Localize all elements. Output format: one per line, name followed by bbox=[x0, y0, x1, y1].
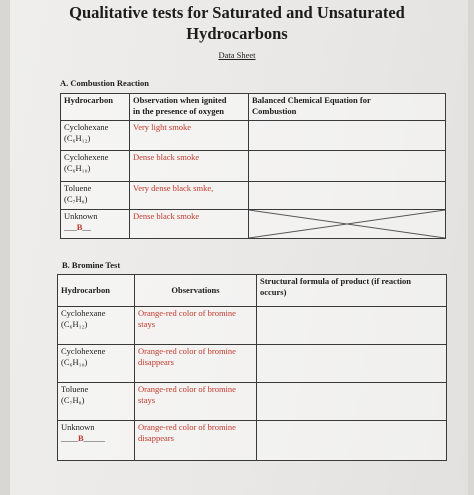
observation-line-1: Orange-red color of bromine bbox=[138, 384, 236, 394]
structural-formula-cell[interactable] bbox=[257, 383, 447, 421]
observation-cell: Very dense black smke, bbox=[130, 182, 249, 210]
page-title bbox=[0, 2, 474, 44]
unknown-blank: ____B_____ bbox=[61, 433, 105, 443]
header-hydrocarbon bbox=[61, 94, 130, 121]
header-structural-line-1: Structural formula of product (if reaction bbox=[260, 276, 412, 286]
section-a-heading: A. Combustion Reaction bbox=[60, 78, 150, 88]
hydrocarbon-cell bbox=[58, 421, 135, 461]
section-b-heading: B. Bromine Test bbox=[62, 260, 121, 270]
combustion-header-row bbox=[61, 94, 446, 121]
header-equation-line-2: Combustion bbox=[252, 106, 297, 116]
header-hydrocarbon-label: Hydrocarbon bbox=[61, 285, 110, 295]
hydrocarbon-cell bbox=[61, 182, 130, 210]
hydrocarbon-name: Unknown bbox=[61, 422, 95, 432]
equation-cell[interactable] bbox=[249, 151, 446, 182]
equation-cell[interactable] bbox=[249, 182, 446, 210]
header-observation bbox=[130, 94, 249, 121]
observation-cell bbox=[135, 345, 257, 383]
observation-line-2: disappears bbox=[138, 433, 174, 443]
table-row bbox=[61, 121, 446, 151]
header-hydrocarbon-label: Hydrocarbon bbox=[64, 95, 113, 105]
bromine-header-row bbox=[58, 275, 447, 307]
observation-cell bbox=[135, 383, 257, 421]
header-equation-line-1: Balanced Chemical Equation for bbox=[252, 95, 371, 105]
hydrocarbon-name: Cyclohexane bbox=[64, 122, 109, 132]
observation-line-2: stays bbox=[138, 395, 155, 405]
header-structural-formula bbox=[257, 275, 447, 307]
observation-line-1: Orange-red color of bromine bbox=[138, 422, 236, 432]
combustion-table bbox=[60, 93, 446, 239]
title-line-2: Hydrocarbons bbox=[186, 24, 288, 43]
hydrocarbon-name: Cyclohexene bbox=[61, 346, 106, 356]
header-observation-line-1: Observation when ignited bbox=[133, 95, 227, 105]
hydrocarbon-formula: (C₆H₁₂) bbox=[64, 133, 91, 143]
hydrocarbon-cell bbox=[61, 121, 130, 151]
hydrocarbon-name: Cyclohexene bbox=[64, 152, 109, 162]
observation-cell: Dense black smoke bbox=[130, 151, 249, 182]
crossed-out-cell bbox=[249, 210, 446, 239]
table-row bbox=[61, 182, 446, 210]
unknown-blank: ___B__ bbox=[64, 222, 91, 232]
hydrocarbon-cell bbox=[58, 307, 135, 345]
hydrocarbon-name: Cyclohexane bbox=[61, 308, 106, 318]
equation-cell[interactable] bbox=[249, 121, 446, 151]
table-row bbox=[58, 421, 447, 461]
observation-cell: Dense black smoke bbox=[130, 210, 249, 239]
header-equation bbox=[249, 94, 446, 121]
hydrocarbon-formula: (C₇H₈) bbox=[61, 395, 85, 405]
header-structural-line-2: occurs) bbox=[260, 287, 287, 297]
structural-formula-cell[interactable] bbox=[257, 345, 447, 383]
data-sheet-subtitle: Data Sheet bbox=[218, 50, 256, 60]
hydrocarbon-formula: (C₆H₁₀) bbox=[61, 357, 88, 367]
table-row bbox=[61, 210, 446, 239]
hydrocarbon-cell bbox=[61, 151, 130, 182]
unknown-value: B bbox=[76, 222, 83, 232]
observation-line-1: Orange-red color of bromine bbox=[138, 308, 236, 318]
observation-cell: Very light smoke bbox=[130, 121, 249, 151]
unknown-value: B bbox=[78, 433, 84, 443]
hydrocarbon-formula: (C₆H₁₀) bbox=[64, 163, 91, 173]
hydrocarbon-formula: (C₇H₈) bbox=[64, 194, 88, 204]
table-row bbox=[58, 307, 447, 345]
header-observations bbox=[135, 275, 257, 307]
title-line-1: Qualitative tests for Saturated and Unsaturated bbox=[69, 3, 405, 22]
observation-cell bbox=[135, 307, 257, 345]
hydrocarbon-cell bbox=[61, 210, 130, 239]
hydrocarbon-cell bbox=[58, 345, 135, 383]
header-hydrocarbon bbox=[58, 275, 135, 307]
structural-formula-cell[interactable] bbox=[257, 421, 447, 461]
hydrocarbon-cell bbox=[58, 383, 135, 421]
header-observations-label: Observations bbox=[171, 285, 220, 295]
table-row bbox=[61, 151, 446, 182]
structural-formula-cell[interactable] bbox=[257, 307, 447, 345]
observation-line-1: Orange-red color of bromine bbox=[138, 346, 236, 356]
hydrocarbon-formula: (C₆H₁₂) bbox=[61, 319, 88, 329]
bromine-table bbox=[57, 274, 447, 461]
table-row bbox=[58, 383, 447, 421]
observation-cell bbox=[135, 421, 257, 461]
cross-out-mark bbox=[249, 210, 445, 238]
hydrocarbon-name: Unknown bbox=[64, 211, 98, 221]
table-row bbox=[58, 345, 447, 383]
observation-line-2: disappears bbox=[138, 357, 174, 367]
hydrocarbon-name: Toluene bbox=[61, 384, 89, 394]
header-observation-line-2: in the presence of oxygen bbox=[133, 106, 224, 116]
observation-line-2: stays bbox=[138, 319, 155, 329]
hydrocarbon-name: Toluene bbox=[64, 183, 92, 193]
